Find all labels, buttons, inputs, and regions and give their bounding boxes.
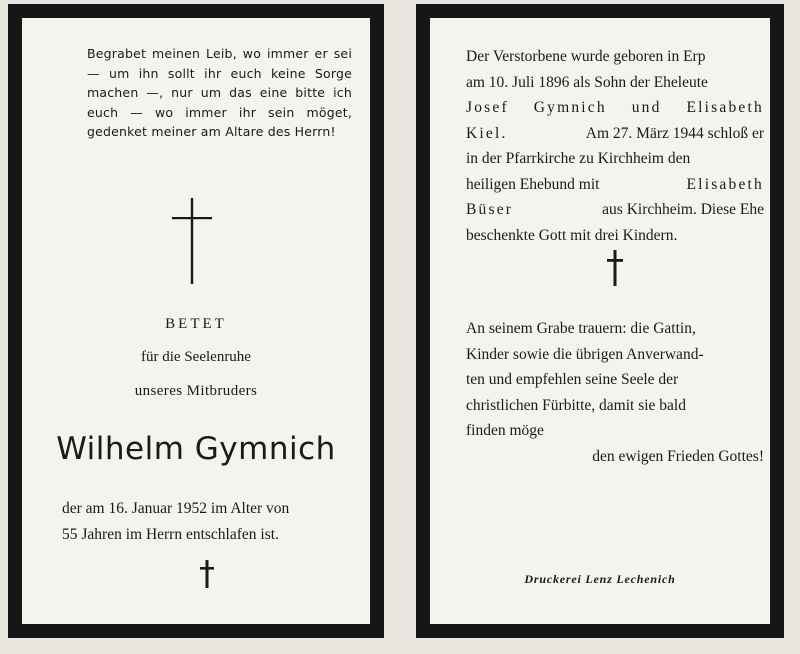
bio-line [466, 223, 764, 249]
left-card-inner [22, 18, 370, 624]
mourning-text [466, 316, 764, 469]
deceased-name: Wilhelm Gymnich [56, 431, 336, 467]
bio-segment: in der Pfarrkirche zu Kirchheim den [466, 150, 691, 167]
large-cross-icon [172, 198, 212, 284]
right-card-panel [416, 4, 784, 638]
bio-segment: Am 27. März 1944 schloß er [585, 124, 764, 142]
small-cross-icon [198, 560, 216, 588]
mourn-line [466, 342, 764, 368]
motto-text: Begrabet meinen Leib, wo immer er sei — um ihn sollt ihr euch keine Sorge machen —, nur um das eine bitte ich euch — wo immer ihr sein möget, gedenket meiner am Altare des Herrn! [87, 46, 352, 139]
mourn-segment: ten und empfehlen seine Seele der [466, 371, 679, 388]
right-card-inner [430, 18, 770, 624]
bio-segment: aus Kirchheim. Diese Ehe [602, 201, 764, 218]
betet-heading: BETET [165, 316, 227, 332]
mourn-segment: An seinem Grabe trauern: die Gattin, [466, 320, 696, 337]
bio-segment: am 10. Juli 1896 als Sohn der Eheleute [466, 73, 708, 91]
bio-segment: Josef [466, 99, 509, 116]
mourn-line [466, 393, 764, 419]
mourn-closing-line: den ewigen Frieden Gottes! [592, 447, 764, 465]
mourn-line [466, 418, 764, 444]
seelenruhe-line: für die Seelenruhe [141, 349, 251, 365]
bio-segment: Elisabeth [686, 175, 764, 193]
mourn-line [466, 316, 764, 342]
mourn-segment: Kinder sowie die übrigen Anverwand- [466, 345, 704, 363]
bio-segment: heiligen Ehebund mit [466, 175, 600, 193]
left-card-panel [8, 4, 384, 638]
bio-segment: Der Verstorbene wurde geboren in Erp [466, 48, 706, 65]
bio-line [466, 146, 764, 172]
bio-line [466, 70, 764, 96]
bio-line [466, 121, 764, 147]
bio-segment: und [631, 99, 662, 116]
death-text [62, 496, 358, 548]
bio-segment: Kiel. [466, 124, 508, 142]
biography-text [466, 44, 764, 248]
mitbruder-line: unseres Mitbruders [134, 383, 258, 399]
bio-segment: Gymnich [533, 99, 607, 116]
printer-credit: Druckerei Lenz Lechenich [524, 572, 676, 586]
death-line-2: 55 Jahren im Herrn entschlafen ist. [62, 526, 279, 543]
death-line-1: der am 16. Januar 1952 im Alter von [62, 500, 290, 517]
bio-segment: Elisabeth [686, 99, 764, 116]
bio-line [466, 44, 764, 70]
mourn-segment: finden möge [466, 422, 544, 439]
bio-line [466, 95, 764, 121]
bio-segment: beschenkte Gott mit drei Kindern. [466, 226, 678, 244]
small-cross-icon [604, 250, 626, 286]
bio-line [466, 197, 764, 223]
mourn-line [466, 367, 764, 393]
mourn-segment: christlichen Fürbitte, damit sie bald [466, 396, 686, 414]
bio-line [466, 172, 764, 198]
bio-segment: Büser [466, 201, 514, 218]
